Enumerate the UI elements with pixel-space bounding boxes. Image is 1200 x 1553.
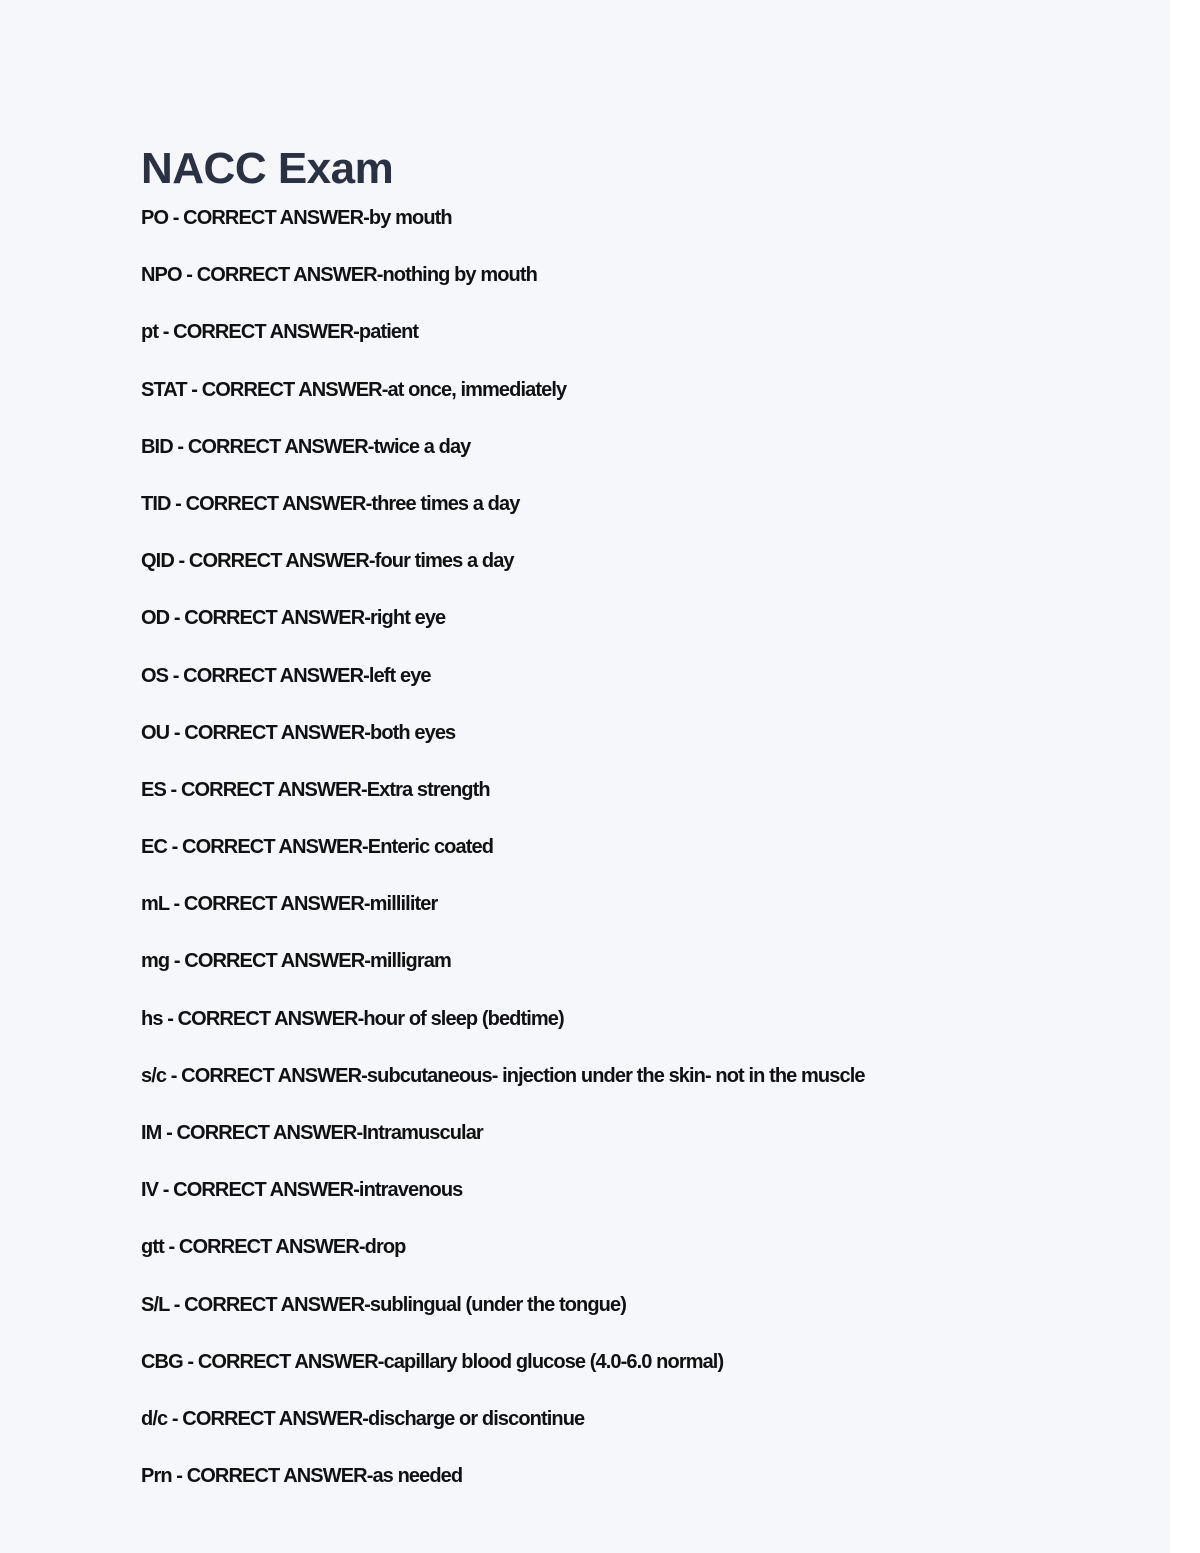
flashcard-entry: mL - CORRECT ANSWER-milliliter <box>141 893 438 916</box>
flashcard-entry: hs - CORRECT ANSWER-hour of sleep (bedtime) <box>141 1007 564 1030</box>
flashcard-entry: OU - CORRECT ANSWER-both eyes <box>141 721 456 744</box>
flashcard-entry: QID - CORRECT ANSWER-four times a day <box>141 550 514 573</box>
flashcard-entry: NPO - CORRECT ANSWER-nothing by mouth <box>141 264 537 287</box>
flashcard-entry: S/L - CORRECT ANSWER-sublingual (under the tongue) <box>141 1293 626 1316</box>
page-title: NACC Exam <box>141 144 394 193</box>
flashcard-entry: PO - CORRECT ANSWER-by mouth <box>141 207 452 229</box>
flashcard-entry: pt - CORRECT ANSWER-patient <box>141 321 419 344</box>
flashcard-entry: Prn - CORRECT ANSWER-as needed <box>141 1465 463 1488</box>
flashcard-entry: mg - CORRECT ANSWER-milligram <box>141 950 451 973</box>
flashcard-entry: s/c - CORRECT ANSWER-subcutaneous- injection under the skin- not in the muscle <box>141 1064 865 1087</box>
flashcard-entry: OD - CORRECT ANSWER-right eye <box>141 607 446 630</box>
flashcard-entry: TID - CORRECT ANSWER-three times a day <box>141 492 520 515</box>
flashcard-entry: gtt - CORRECT ANSWER-drop <box>141 1236 406 1259</box>
document-content <box>141 143 1141 1488</box>
flashcard-entry: CBG - CORRECT ANSWER-capillary blood glucose (4.0-6.0 normal) <box>141 1350 724 1373</box>
flashcard-entry: ES - CORRECT ANSWER-Extra strength <box>141 778 490 801</box>
flashcard-entry: d/c - CORRECT ANSWER-discharge or discontinue <box>141 1407 585 1430</box>
flashcard-entry: STAT - CORRECT ANSWER-at once, immediately <box>141 378 567 401</box>
flashcard-entry: IM - CORRECT ANSWER-Intramuscular <box>141 1122 483 1144</box>
flashcard-entry: BID - CORRECT ANSWER-twice a day <box>141 435 471 458</box>
flashcard-entry: OS - CORRECT ANSWER-left eye <box>141 664 431 687</box>
flashcard-entry: EC - CORRECT ANSWER-Enteric coated <box>141 836 494 859</box>
flashcard-list <box>141 205 865 1520</box>
flashcard-entry: IV - CORRECT ANSWER-intravenous <box>141 1179 463 1202</box>
